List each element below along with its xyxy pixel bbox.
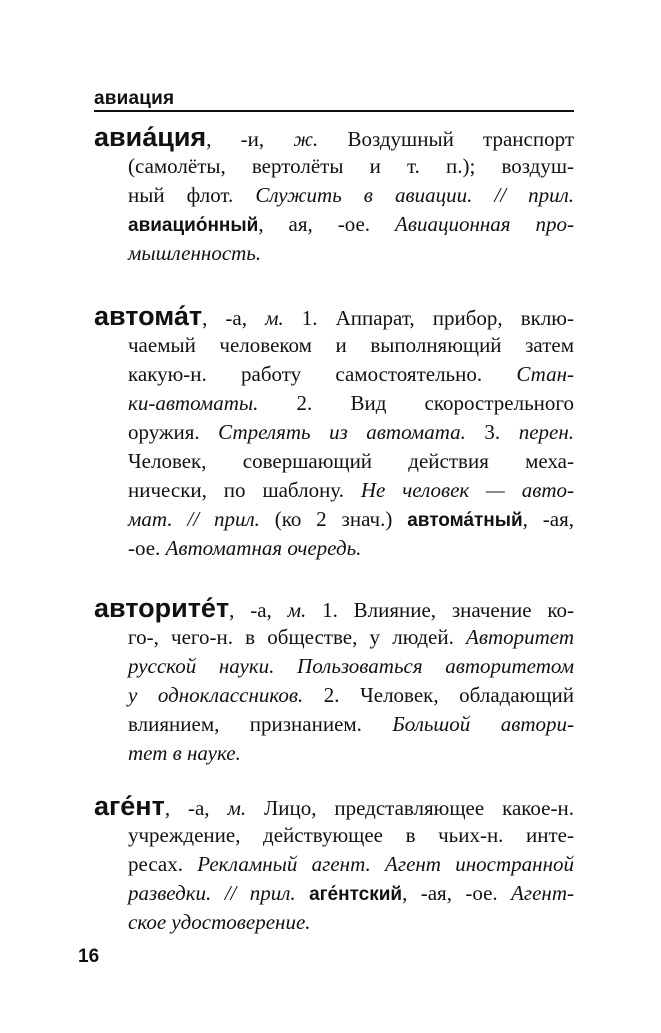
entry-line (94, 681, 574, 710)
italic-text: перен. (518, 420, 575, 444)
entry-text: Воздушный транспорт (318, 127, 574, 151)
headword: автома́т (94, 301, 203, 331)
entry-line (94, 850, 574, 879)
italic-text: Автоматная очередь. (165, 536, 362, 560)
italic-text: ки-автоматы. (128, 391, 259, 415)
entry-text: нически, по шаблону. (128, 478, 361, 502)
headword: аге́нт (94, 791, 165, 821)
italic-text: м. (287, 598, 307, 622)
entry-line (94, 879, 574, 908)
entry-text: 2. Человек, обладающий (303, 683, 574, 707)
entry-line (94, 331, 574, 360)
entry-line (94, 210, 574, 239)
header-rule (94, 110, 574, 112)
entry-text: какую-н. работу самостоятельно. (128, 362, 517, 386)
entry-line (94, 389, 574, 418)
italic-text: мышленность. (128, 241, 262, 265)
entry-line (94, 181, 574, 210)
entry-text: -ое. (128, 536, 166, 560)
italic-text: Служить в авиации. // прил. (255, 183, 574, 207)
running-head: авиация (94, 88, 175, 109)
italic-text: м. (227, 796, 247, 820)
italic-text: Не человек — авто- (360, 478, 575, 502)
page-number: 16 (78, 946, 100, 967)
italic-text: ж. (293, 127, 319, 151)
entry-text: , -а, (202, 306, 266, 330)
italic-text: Авторитет (466, 625, 574, 649)
entry-line (94, 534, 574, 563)
entry-line (94, 152, 574, 181)
italic-text: разведки. // прил. (128, 881, 296, 905)
entry-line (94, 594, 574, 623)
entry-text: чаемый человеком и выполняющий затем (128, 333, 574, 357)
entry-line (94, 821, 574, 850)
derived-word: автома́тный (407, 510, 523, 531)
entry-text: 2. Вид скорострельного (258, 391, 574, 415)
entry-line (94, 505, 574, 534)
entry-line (94, 652, 574, 681)
entry-text: влиянием, признанием. (128, 712, 393, 736)
entry-line (94, 710, 574, 739)
entry-text (296, 881, 309, 905)
italic-text: мат. // прил. (128, 507, 260, 531)
entry-text: , -ая, (522, 507, 574, 531)
entry-text: , -а, (229, 598, 288, 622)
entry-line (94, 360, 574, 389)
italic-text: Большой автори- (392, 712, 574, 736)
entry-text: , -а, (164, 796, 228, 820)
dictionary-entry (94, 302, 574, 563)
entry-line (94, 123, 574, 152)
dictionary-entry (94, 792, 574, 937)
entry-text: , -и, (206, 127, 294, 151)
entry-text: 1. Влияние, значение ко- (306, 598, 574, 622)
entry-line (94, 476, 574, 505)
entry-text: 3. (465, 420, 519, 444)
italic-text: Стан- (516, 362, 574, 386)
italic-text: Стрелять из автомата. (218, 420, 466, 444)
entry-line (94, 239, 574, 268)
entry-text: , ая, -ое. (258, 212, 395, 236)
italic-text: у одноклассников. (128, 683, 304, 707)
entry-text: учреждение, действующее в чьих-н. инте- (128, 823, 574, 847)
italic-text: тет в науке. (128, 741, 241, 765)
italic-text: Авиационная про- (395, 212, 574, 236)
derived-word: авиацио́нный (128, 215, 259, 236)
headword: авиа́ция (94, 122, 207, 152)
entry-text: (ко 2 знач.) (259, 507, 408, 531)
headword: авторите́т (94, 593, 230, 623)
dictionary-entry (94, 123, 574, 268)
entry-line (94, 447, 574, 476)
entry-text: оружия. (128, 420, 219, 444)
entry-text: Лицо, представляющее какое-н. (246, 796, 574, 820)
italic-text: ское удостоверение. (128, 910, 311, 934)
entry-text: (самолёты, вертолёты и т. п.); воздуш- (128, 154, 574, 178)
entry-text: го-, чего-н. в обществе, у людей. (128, 625, 467, 649)
entry-line (94, 623, 574, 652)
entry-line (94, 302, 574, 331)
italic-text: м. (265, 306, 284, 330)
italic-text: русской науки. Пользоваться авторитетом (128, 654, 574, 678)
entry-line (94, 908, 574, 937)
entry-line (94, 792, 574, 821)
entry-text: ный флот. (128, 183, 256, 207)
italic-text: Рекламный агент. Агент иностранной (197, 852, 574, 876)
entry-text: 1. Аппарат, прибор, вклю- (283, 306, 574, 330)
entry-text: ресах. (128, 852, 198, 876)
derived-word: аге́нтский (309, 884, 403, 905)
entry-text: , -ая, -ое. (402, 881, 512, 905)
entry-text: Человек, совершающий действия меха- (128, 449, 574, 473)
entry-line (94, 418, 574, 447)
dictionary-entry (94, 594, 574, 768)
italic-text: Агент- (511, 881, 574, 905)
entry-line (94, 739, 574, 768)
